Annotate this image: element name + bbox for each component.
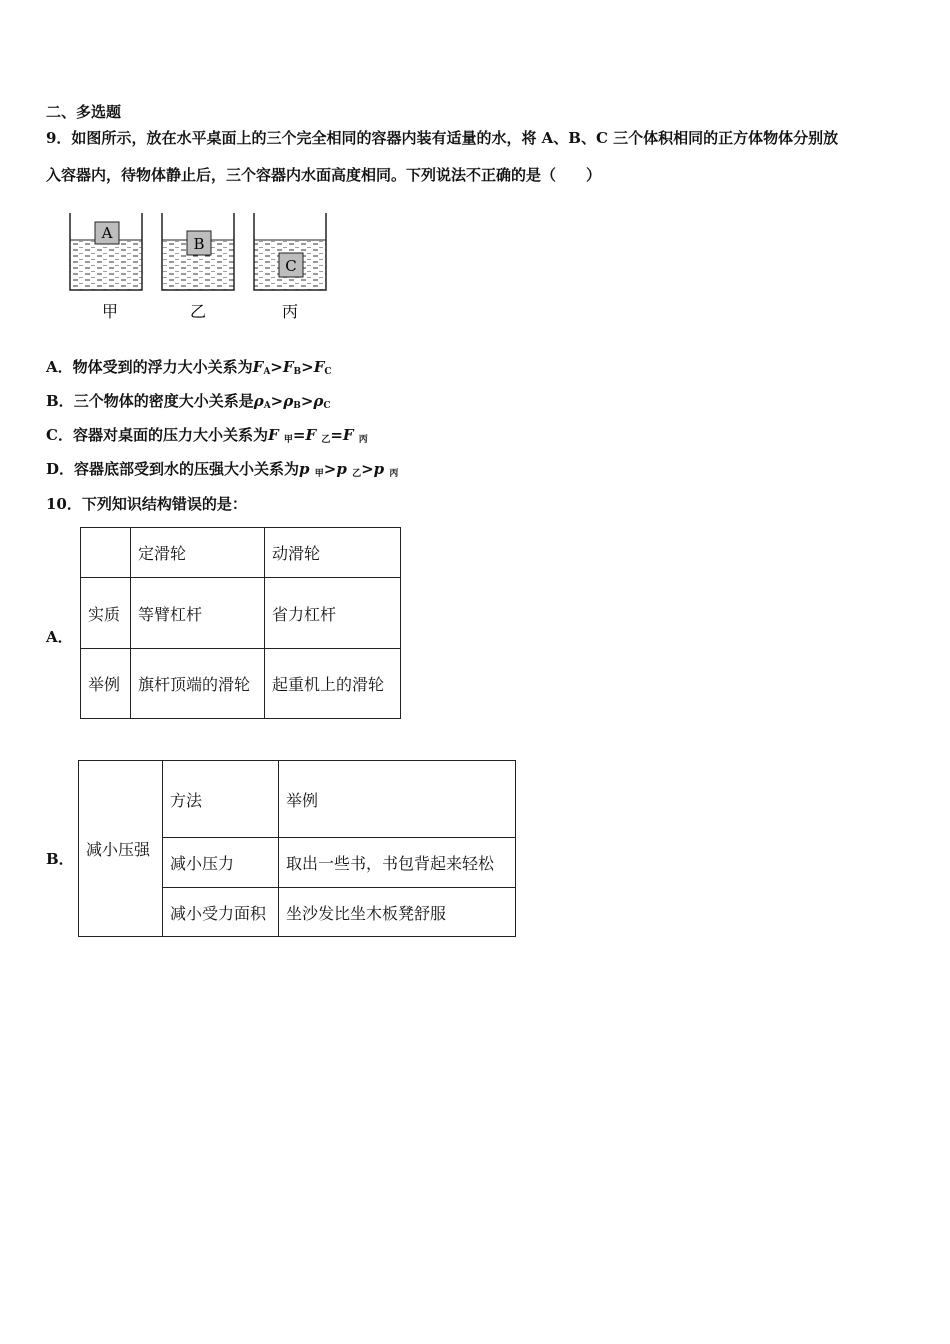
symbol: p: [373, 460, 390, 478]
option-d-text: 容器底部受到水的压强大小关系为: [74, 460, 300, 478]
table-row: [79, 761, 516, 838]
symbol: p: [336, 460, 353, 478]
symbol: F: [313, 358, 325, 376]
label-bing: 丙: [281, 302, 299, 321]
table-row: [81, 528, 401, 578]
table-cell: 旗杆顶端的滑轮: [131, 649, 265, 719]
cube-letter-c: C: [285, 257, 297, 275]
container-bing: [254, 213, 326, 290]
relation-operator: >: [301, 358, 314, 376]
table-cell: 坐沙发比坐木板凳舒服: [279, 888, 516, 937]
subscript: B: [293, 367, 302, 377]
q9-option-d[interactable]: [46, 458, 398, 479]
table-cell: 定滑轮: [131, 528, 265, 578]
table-cell: 举例: [81, 649, 131, 719]
label-yi: 乙: [189, 302, 207, 321]
symbol: ρ: [313, 392, 324, 410]
q9-option-c[interactable]: [46, 424, 368, 445]
table-cell: 减小受力面积: [163, 888, 279, 937]
subscript: 乙: [321, 435, 331, 445]
symbol: p: [299, 460, 315, 478]
subscript: B: [293, 401, 301, 411]
table-cell: 举例: [279, 761, 516, 838]
q9-stem-line1: 9．如图所示，放在水平桌面上的三个完全相同的容器内装有适量的水，将 A、B、C 三个体积相同的正方体物体分别放: [46, 129, 839, 147]
option-a-label: A．: [46, 358, 73, 376]
subscript: A: [263, 401, 271, 411]
option-b-text: 三个物体的密度大小关系是: [73, 392, 254, 410]
q10-option-a-label[interactable]: A．: [46, 628, 73, 646]
table-cell: 方法: [163, 761, 279, 838]
subscript: 甲: [314, 469, 324, 479]
q10-table-a: [80, 527, 401, 719]
symbol: F: [305, 426, 322, 444]
table-cell: 省力杠杆: [265, 578, 401, 649]
option-a-text: 物体受到的浮力大小关系为: [72, 358, 253, 376]
q9-option-b[interactable]: [46, 390, 331, 411]
option-d-label: D．: [46, 460, 75, 478]
table-cell: 减小压强: [79, 761, 163, 937]
relation-operator: >: [270, 358, 283, 376]
subscript: 丙: [358, 435, 368, 445]
q10-table-b: [78, 760, 516, 937]
relation-operator: =: [330, 426, 343, 444]
option-c-text: 容器对桌面的压力大小关系为: [72, 426, 268, 444]
symbol: F: [267, 426, 284, 444]
q10-stem: 10．下列知识结构错误的是：: [46, 495, 247, 513]
symbol: F: [282, 358, 294, 376]
symbol: F: [252, 358, 264, 376]
option-d-expr: [299, 460, 398, 478]
q9-option-a[interactable]: [46, 356, 332, 377]
table-cell: 等臂杠杆: [131, 578, 265, 649]
section-title: 二、多选题: [46, 103, 122, 121]
option-a-expr: [253, 358, 332, 376]
subscript: 丙: [389, 469, 399, 479]
label-jia: 甲: [101, 302, 119, 321]
cube-letter-a: A: [101, 224, 113, 242]
subscript: C: [324, 367, 332, 377]
q9-containers-figure: [60, 205, 340, 330]
symbol: F: [342, 426, 359, 444]
subscript: C: [323, 401, 331, 411]
table-cell: 动滑轮: [265, 528, 401, 578]
q10-option-b-label[interactable]: B．: [46, 850, 74, 868]
relation-operator: >: [300, 392, 314, 410]
table-cell: [81, 528, 131, 578]
subscript: 乙: [352, 469, 362, 479]
symbol: ρ: [253, 392, 264, 410]
option-b-label: B．: [46, 392, 74, 410]
table-cell: 减小压力: [163, 838, 279, 888]
cube-letter-b: B: [193, 235, 205, 253]
subscript: A: [263, 367, 271, 377]
relation-operator: >: [361, 460, 374, 478]
table-row: [81, 578, 401, 649]
table-row: [81, 649, 401, 719]
option-c-expr: [268, 426, 368, 444]
option-c-label: C．: [46, 426, 73, 444]
q9-stem-line2: 入容器内，待物体静止后，三个容器内水面高度相同。下列说法不正确的是（ ）: [46, 166, 602, 184]
relation-operator: >: [323, 460, 337, 478]
relation-operator: =: [292, 426, 306, 444]
table-cell: 实质: [81, 578, 131, 649]
relation-operator: >: [270, 392, 284, 410]
table-cell: 起重机上的滑轮: [265, 649, 401, 719]
subscript: 甲: [283, 435, 293, 445]
symbol: ρ: [283, 392, 294, 410]
option-b-expr: [254, 392, 331, 410]
table-cell: 取出一些书，书包背起来轻松: [279, 838, 516, 888]
